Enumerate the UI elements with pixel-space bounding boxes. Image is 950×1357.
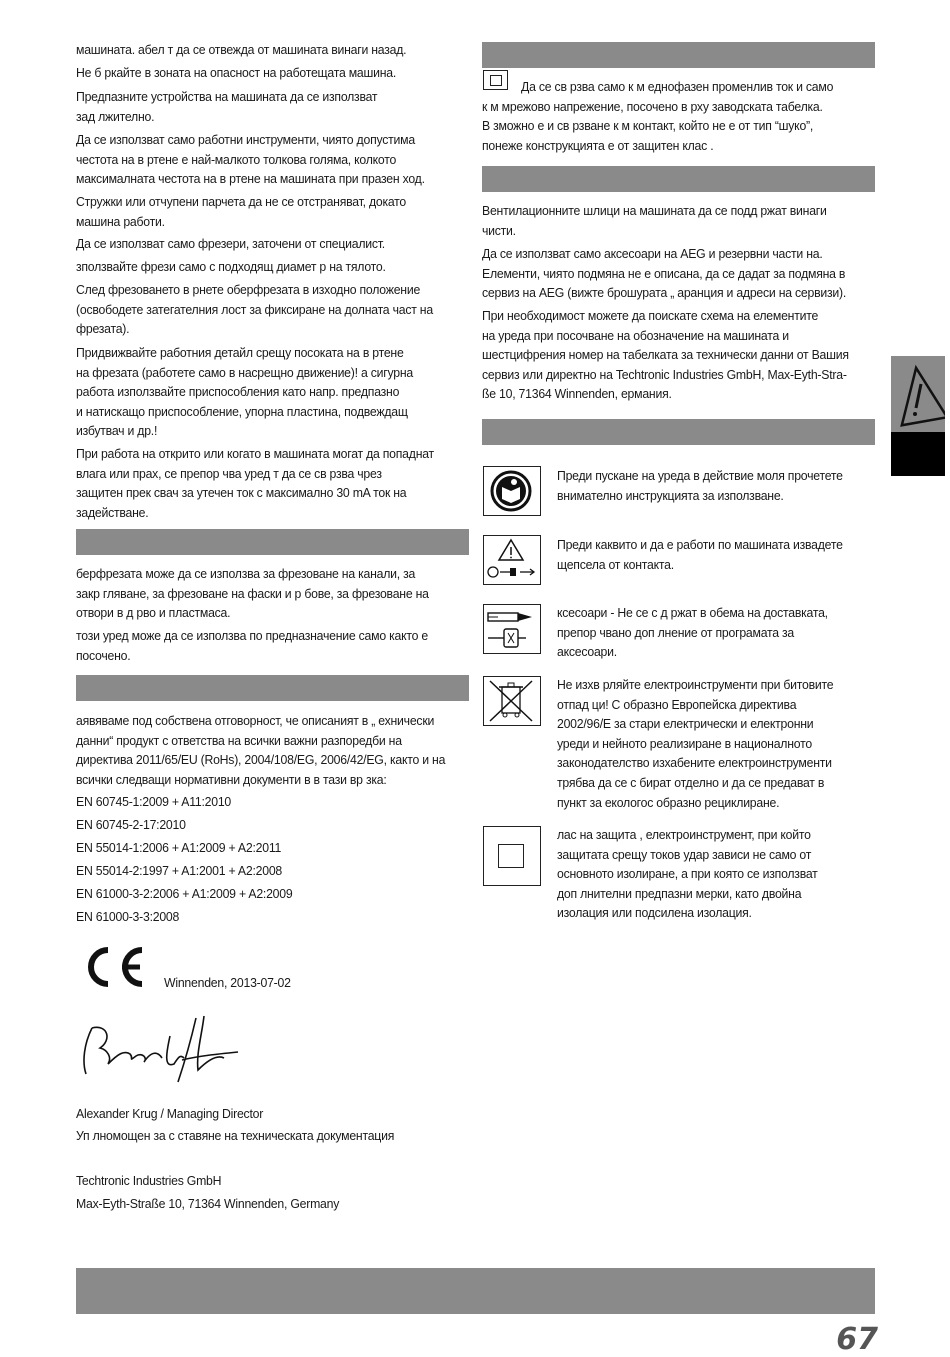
accessory-icon — [483, 604, 541, 654]
section-bar-conformity — [76, 675, 469, 701]
mains-para: Да се св рзва само к м еднофазен променлив ток и само к м мрежово напрежение, посочено в рху заводската табелка. В зможно е и св рзване к м контакт, който не е от тип “шуко”, понеже конструкцията е от защитен клас . — [482, 79, 834, 153]
standard-4: EN 55014-2:1997 + A1:2001 + A2:2008 — [76, 863, 282, 878]
section-bar-maintenance — [482, 166, 875, 192]
standard-2: EN 60745-2-17:2010 — [76, 817, 186, 832]
safety-para-2: Не б ркайте в зоната на опасност на работещата машина. — [76, 65, 397, 80]
safety-para-7: зползвайте фрези само с подходящ диамет р на тялото. — [76, 259, 386, 274]
maintenance-para-2: Да се използват само аксесоари на AEG и резервни части на. Елементи, чиято подмяна не е описана, да се дадат за подмяна в сервиз на AEG (вижте брошурата „ аранция и адреси на сервизи). — [482, 246, 847, 301]
safety-para-3: Предпазните устройства на машината да се използват зад лжително. — [76, 89, 378, 124]
standard-3: EN 55014-1:2006 + A1:2009 + A2:2011 — [76, 840, 282, 855]
conformity-intro: аявяваме под собствена отговорност, че описаният в „ ехнически данни“ продукт с ответства на всички важни разпоредби на директива 2011/65/EU (RoHs), 2004/108/EG, 2006/42/EG, както и на всички следващи нормативни документи в в тази вр зка: — [76, 713, 446, 787]
symbol-text-4: Не изхв рляйте електроинструменти при битовите отпад ци! С образно Европейска директива 2002/96/Е за стари електрически и електронни уреди и нейното реализиране в националното законодателство изхабените електроинструменти трябва да се с бират отделно и да се предават в пункт за екологос образно рециклиране. — [557, 677, 834, 810]
weee-bin-icon — [483, 676, 541, 726]
symbol-text-2: Преди каквито и да е работи по машината извадете щепсела от контакта. — [557, 537, 843, 572]
maintenance-para-3: При необходимост можете да поискате схема на елементите на уреда при посочване на обозначение на машината и шестцифрения номер на табелката за технически данни от Вашия сервиз или директно на Techtronic Industries GmbH, Max-Eyth-Stra- ße 10, 71364 Winnenden, ермания. — [482, 308, 849, 402]
ce-mark-icon — [80, 944, 146, 990]
standard-5: EN 61000-3-2:2006 + A1:2009 + A2:2009 — [76, 886, 293, 901]
symbol-text-3: ксесоари - Не се с д ржат в обема на доставката, препор чвано доп лнение от програмата за аксесоари. — [557, 605, 828, 660]
class-ii-icon — [483, 826, 541, 886]
footer-bar — [76, 1268, 875, 1314]
standard-6: EN 61000-3-3:2008 — [76, 909, 180, 924]
safety-para-6: Да се използват само фрезери, заточени от специалист. — [76, 236, 385, 251]
signer-name: Alexander Krug / Managing Director — [76, 1106, 264, 1121]
maintenance-para-1: Вентилационните шлици на машината да се подд ржат винаги чисти. — [482, 203, 827, 238]
safety-para-5: Стружки или отчупени парчета да не се отстраняват, докато машина работи. — [76, 194, 407, 229]
signature-image — [78, 1014, 248, 1086]
safety-para-9: Придвижвайте работния детайл срещу посоката на в ртене на фрезата (работете само в насрещно движение)! а сигурна работа използвайте приспособления като напр. предпазно и натискащо приспособление, упорна пластина, подвеждащ избутвач и др.! — [76, 345, 413, 439]
section-bar-usage — [76, 529, 469, 555]
usage-para-1: берфрезата може да се използва за фрезоване на канали, за закр гляване, за фрезоване на фаски и р бове, за фрезоване на отвори в д рво и пластмаса. — [76, 566, 429, 621]
warning-icon — [891, 356, 945, 432]
symbol-text-1: Преди пускане на уреда в действие моля прочетете внимателно инструкцията за използване. — [557, 468, 843, 503]
standard-1: EN 60745-1:2009 + A11:2010 — [76, 794, 232, 809]
symbol-text-5: лас на защита , електроинструмент, при който защитата срещу токов удар зависи не само от основното изолиране, а при която се използват доп лнителни предпазни мерки, като двойна изолация или подсилена изолация. — [557, 827, 818, 921]
safety-para-10: При работа на открито или когато в машината могат да попаднат влага или прах, се препор чва уред т да се св рзва чрез защитен прек свач за утечен ток с максимално 30 mA ток на задействане. — [76, 446, 434, 520]
usage-para-2: този уред може да се използва по предназначение само както е посочено. — [76, 628, 428, 663]
section-bar-mains — [482, 42, 875, 68]
page-number: 67 — [836, 1322, 878, 1357]
safety-para-8: След фрезоването в рнете оберфрезата в изходно положение (освободете затегателния лост за фиксиране на долната част на фрезата). — [76, 282, 433, 337]
read-manual-icon — [483, 466, 541, 516]
side-tab — [891, 356, 945, 476]
company-address: Max-Eyth-Straße 10, 71364 Winnenden, Germany — [76, 1196, 340, 1211]
unplug-warning-icon — [483, 535, 541, 585]
place-date: Winnenden, 2013-07-02 — [164, 975, 291, 990]
company-name: Techtronic Industries GmbH — [76, 1173, 222, 1188]
safety-para-4: Да се използват само работни инструменти, чиято допустима честота на в ртене е най-малкото толкова голяма, колкото максималната честота на в ртене на машината при празен ход. — [76, 132, 425, 187]
signer-role: Уп лномощен за с ставяне на техническата документация — [76, 1128, 395, 1143]
section-bar-symbols — [482, 419, 875, 445]
side-tab-warning-area — [891, 356, 945, 432]
safety-para-1: машината. абел т да се отвежда от машината винаги назад. — [76, 42, 407, 57]
